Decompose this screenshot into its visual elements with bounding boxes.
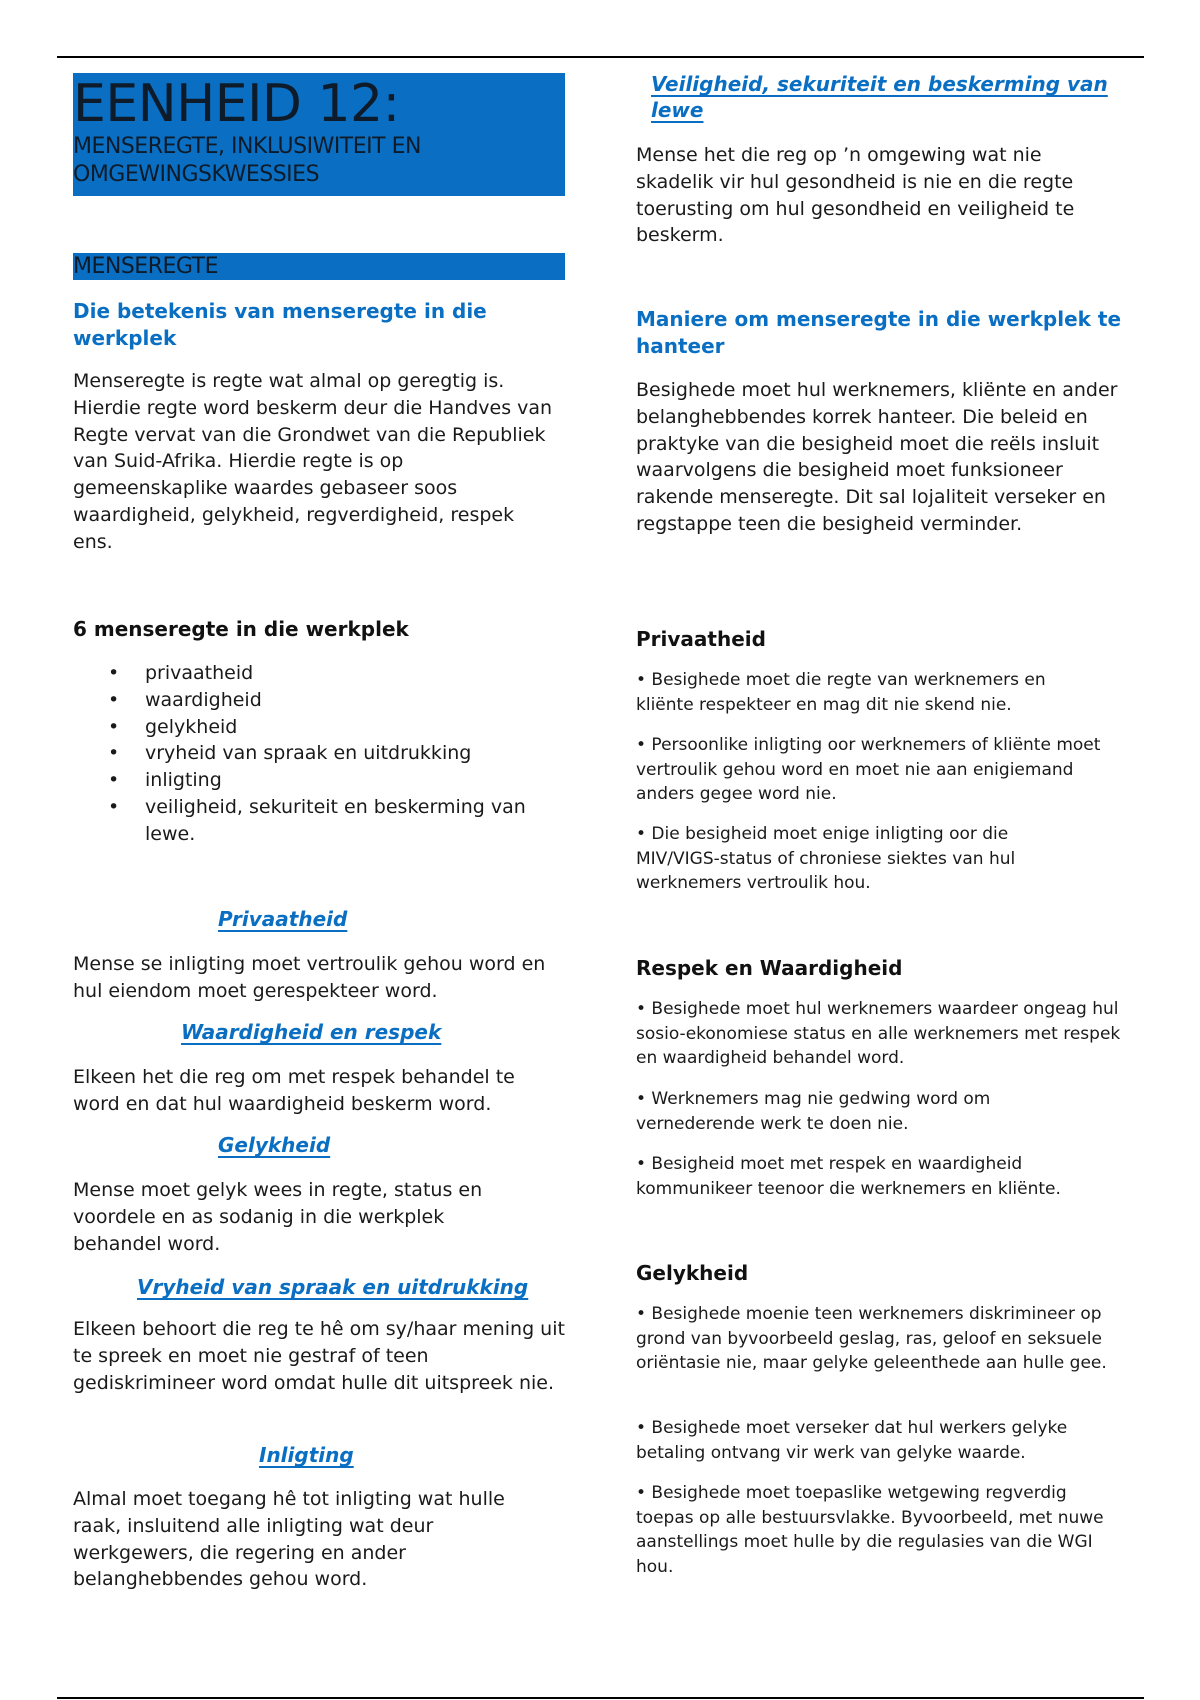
ways-paragraph: Besighede moet hul werknemers, kliënte en ander belanghebbendes korrek hanteer. Die beleid en praktyke van die besigheid moet die reëls insluit waarvolgens die besigheid moet funksioneer rakende menseregte. Dit sal lojaliteit verseker en regstappe teen die besigheid verminder. [636,379,1118,535]
privacy-point: • Persoonlike inligting oor werknemers of kliënte moet vertroulik gehou word en moet nie aan enigiemand anders gegee word nie. [636,735,1101,804]
list-item: • veiligheid, sekuriteit en beskerming van lewe. [73,794,565,848]
list-item: • inligting [73,767,565,794]
safety-paragraph: Mense het die reg op ’n omgewing wat nie skadelik vir hul gesondheid is nie en die regte toerusting om hul gesondheid en veiligheid te beskerm. [636,144,1075,247]
top-rule [57,56,1144,58]
privacy-subheading: Privaatheid [218,907,348,931]
speech-paragraph: Elkeen behoort die reg te hê om sy/haar mening uit te spreek en moet nie gestraf of teen gediskrimineer word omdat hulle dit uitspreek nie. [73,1318,565,1394]
speech-subheading: Vryheid van spraak en uitdrukking [137,1275,529,1299]
dignity-subheading: Waardigheid en respek [181,1020,442,1044]
info-subheading: Inligting [259,1443,354,1467]
list-item: • gelykheid [73,714,565,741]
section-bar-menseregte: MENSEREGTE [73,253,565,280]
privacy-point: • Die besigheid moet enige inligting oor die MIV/VIGS-status of chroniese siektes van hul werknemers vertroulik hou. [636,824,1016,893]
respect-point: • Werknemers mag nie gedwing word om vernederende werk te doen nie. [636,1089,991,1134]
equality-point: • Besighede moenie teen werknemers diskrimineer op grond van byvoorbeeld geslag, ras, geloof en seksuele oriëntasie nie, maar gelyke geleenthede aan hulle gee. [636,1304,1107,1373]
respect-point: • Besighede moet hul werknemers waardeer ongeag hul sosio-ekonomiese status en alle werknemers met respek en waardigheid behandel word. [636,999,1121,1068]
unit-subtitle: MENSEREGTE, INKLUSIWITEIT EN OMGEWINGSKWESSIES [73,134,421,187]
list-item: • vryheid van spraak en uitdrukking [73,740,565,767]
equality-paragraph: Mense moet gelyk wees in regte, status en voordele en as sodanig in die werkplek behandel word. [73,1179,483,1255]
six-rights-heading: 6 menseregte in die werkplek [73,617,409,641]
equality-point: • Besighede moet toepaslike wetgewing regverdig toepas op alle bestuursvlakke. Byvoorbeeld, met nuwe aanstellings moet hulle by die regulasies van die WGI hou. [636,1483,1104,1577]
equality-point: • Besighede moet verseker dat hul werkers gelyke betaling ontvang vir werk van gelyke waarde. [636,1418,1068,1463]
respect-heading: Respek en Waardigheid [636,956,903,980]
bottom-rule [57,1697,1144,1699]
list-item: • privaatheid [73,660,565,687]
privacy-heading: Privaatheid [636,627,766,651]
privacy-paragraph: Mense se inligting moet vertroulik gehou word en hul eiendom moet gerespekteer word. [73,953,546,1002]
unit-title: EENHEID 12: [73,74,400,134]
title-banner [73,73,565,196]
ways-heading: Maniere om menseregte in die werkplek te hanteer [636,307,1122,358]
meaning-heading: Die betekenis van menseregte in die werkplek [73,299,487,350]
six-rights-list [73,660,565,848]
respect-point: • Besigheid moet met respek en waardigheid kommunikeer teenoor die werknemers en kliënte. [636,1154,1061,1199]
equality-heading: Gelykheid [636,1261,749,1285]
safety-subheading: Veiligheid, sekuriteit en beskerming van lewe [651,72,1108,122]
meaning-paragraph: Menseregte is regte wat almal op geregtig is. Hierdie regte word beskerm deur die Handves van Regte vervat van die Grondwet van die Republiek van Suid-Afrika. Hierdie regte is op gemeenskaplike waardes gebaseer soos waardigheid, gelykheid, regverdigheid, respek ens. [73,370,553,553]
equality-subheading: Gelykheid [218,1133,331,1157]
list-item: • waardigheid [73,687,565,714]
dignity-paragraph: Elkeen het die reg om met respek behandel te word en dat hul waardigheid beskerm word. [73,1066,515,1115]
info-paragraph: Almal moet toegang hê tot inligting wat hulle raak, insluitend alle inligting wat deur werkgewers, die regering en ander belanghebbendes gehou word. [73,1488,505,1591]
privacy-point: • Besighede moet die regte van werknemers en kliënte respekteer en mag dit nie skend nie. [636,670,1046,715]
